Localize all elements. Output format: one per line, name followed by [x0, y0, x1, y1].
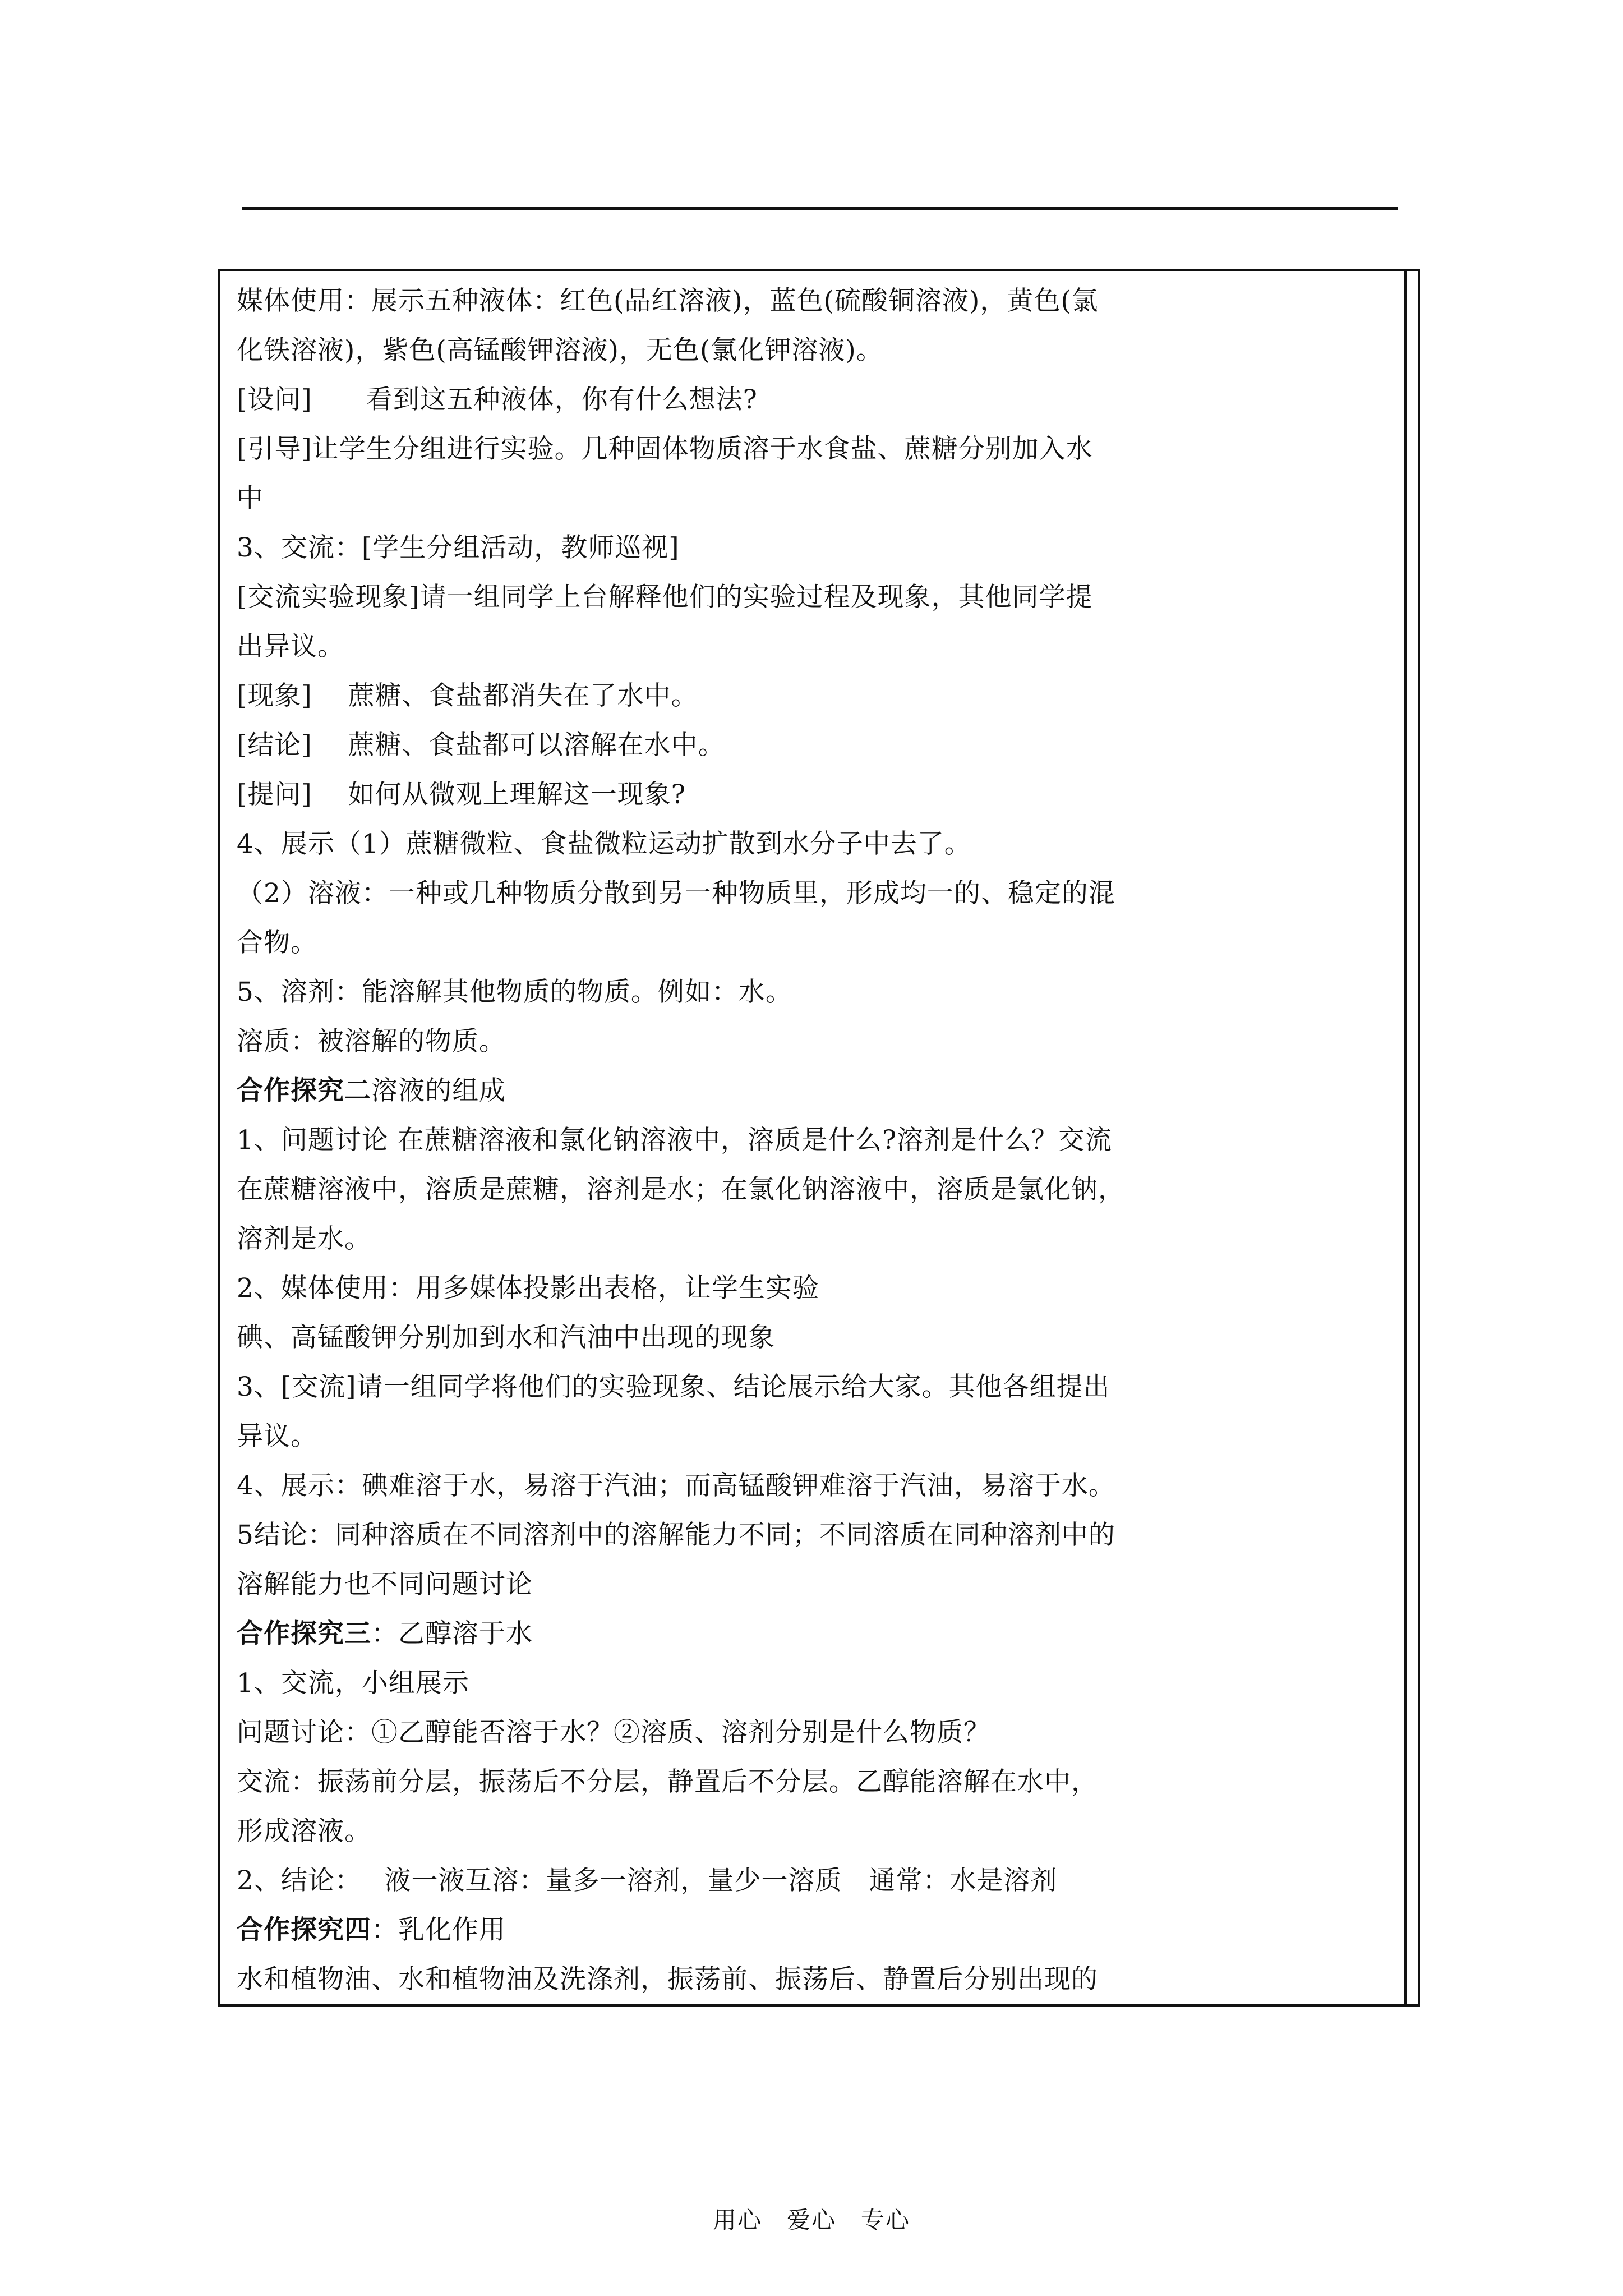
text-line: 溶解能力也不同问题讨论: [237, 1569, 533, 1600]
section-heading-2: [237, 1066, 1392, 1116]
text-line: 3、[交流]请一组同学将他们的实验现象、结论展示给大家。其他各组提出: [237, 1372, 1110, 1402]
notes-column-divider: [1404, 271, 1407, 2004]
text-line: 1、交流，小组展示: [237, 1668, 469, 1699]
text-line: [设问] 看到这五种液体，你有什么想法?: [237, 384, 758, 415]
text-line: 5、溶剂：能溶解其他物质的物质。例如：水。: [237, 977, 792, 1007]
section-title: 溶液的组成: [371, 1075, 506, 1106]
text-line: 溶质：被溶解的物质。: [237, 1026, 506, 1057]
text-line: [现象] 蔗糖、食盐都消失在了水中。: [237, 680, 698, 711]
text-line: 3、交流：[学生分组活动，教师巡视]: [237, 532, 680, 563]
section-heading-3: [237, 1609, 1392, 1659]
text-line: [引导]让学生分组进行实验。几种固体物质溶于水食盐、蔗糖分别加入水: [237, 434, 1093, 464]
text-line: 合物。: [237, 927, 317, 958]
text-line: [结论] 蔗糖、食盐都可以溶解在水中。: [237, 730, 725, 761]
text-line: 1、问题讨论 在蔗糖溶液和氯化钠溶液中，溶质是什么?溶剂是什么？交流: [237, 1125, 1113, 1156]
section-label: 合作探究二: [237, 1075, 371, 1106]
section-label: 合作探究四: [237, 1915, 371, 1945]
section-heading-4: [237, 1906, 1392, 1955]
text-line: 形成溶液。: [237, 1816, 371, 1847]
header-rule: [242, 207, 1398, 210]
text-line: 2、媒体使用：用多媒体投影出表格，让学生实验: [237, 1273, 819, 1304]
text-line: 碘、高锰酸钾分别加到水和汽油中出现的现象: [237, 1322, 775, 1353]
text-line: 在蔗糖溶液中，溶质是蔗糖，溶剂是水；在氯化钠溶液中，溶质是氯化钠，: [237, 1174, 1125, 1205]
text-line: 5结论：同种溶质在不同溶剂中的溶解能力不同；不同溶质在同种溶剂中的: [237, 1520, 1115, 1550]
text-line: 问题讨论：①乙醇能否溶于水？②溶质、溶剂分别是什么物质？: [237, 1717, 990, 1748]
text-line: 溶剂是水。: [237, 1223, 371, 1254]
text-line: 2、结论： 液一液互溶：量多一溶剂，量少一溶质 通常：水是溶剂: [237, 1865, 1058, 1896]
text-line: 4、展示（1）蔗糖微粒、食盐微粒运动扩散到水分子中去了。: [237, 829, 971, 859]
text-line: 出异议。: [237, 631, 344, 662]
lesson-table: [218, 269, 1420, 2007]
lesson-content: [237, 277, 1392, 2004]
text-line: [交流实验现象]请一组同学上台解释他们的实验过程及现象，其他同学提: [237, 582, 1093, 613]
section-title: ：乙醇溶于水: [371, 1618, 533, 1649]
text-line: 异议。: [237, 1421, 317, 1452]
text-line: 媒体使用：展示五种液体：红色(品红溶液)，蓝色(硫酸铜溶液)，黄色(氯: [237, 286, 1099, 316]
text-line: 水和植物油、水和植物油及洗涤剂，振荡前、振荡后、静置后分别出现的: [237, 1964, 1098, 1995]
text-line: 4、展示：碘难溶于水，易溶于汽油；而高锰酸钾难溶于汽油，易溶于水。: [237, 1470, 1115, 1501]
page-footer: 用心 爱心 专心: [712, 2206, 910, 2234]
text-line: 中: [237, 483, 264, 514]
text-line: 化铁溶液)，紫色(高锰酸钾溶液)，无色(氯化钾溶液)。: [237, 335, 883, 366]
section-label: 合作探究三: [237, 1618, 371, 1649]
text-line: [提问] 如何从微观上理解这一现象?: [237, 779, 686, 810]
text-line: （2）溶液：一种或几种物质分散到另一种物质里，形成均一的、稳定的混: [237, 878, 1115, 909]
section-title: ：乳化作用: [371, 1915, 506, 1945]
text-line: 交流：振荡前分层，振荡后不分层，静置后不分层。乙醇能溶解在水中，: [237, 1766, 1098, 1797]
